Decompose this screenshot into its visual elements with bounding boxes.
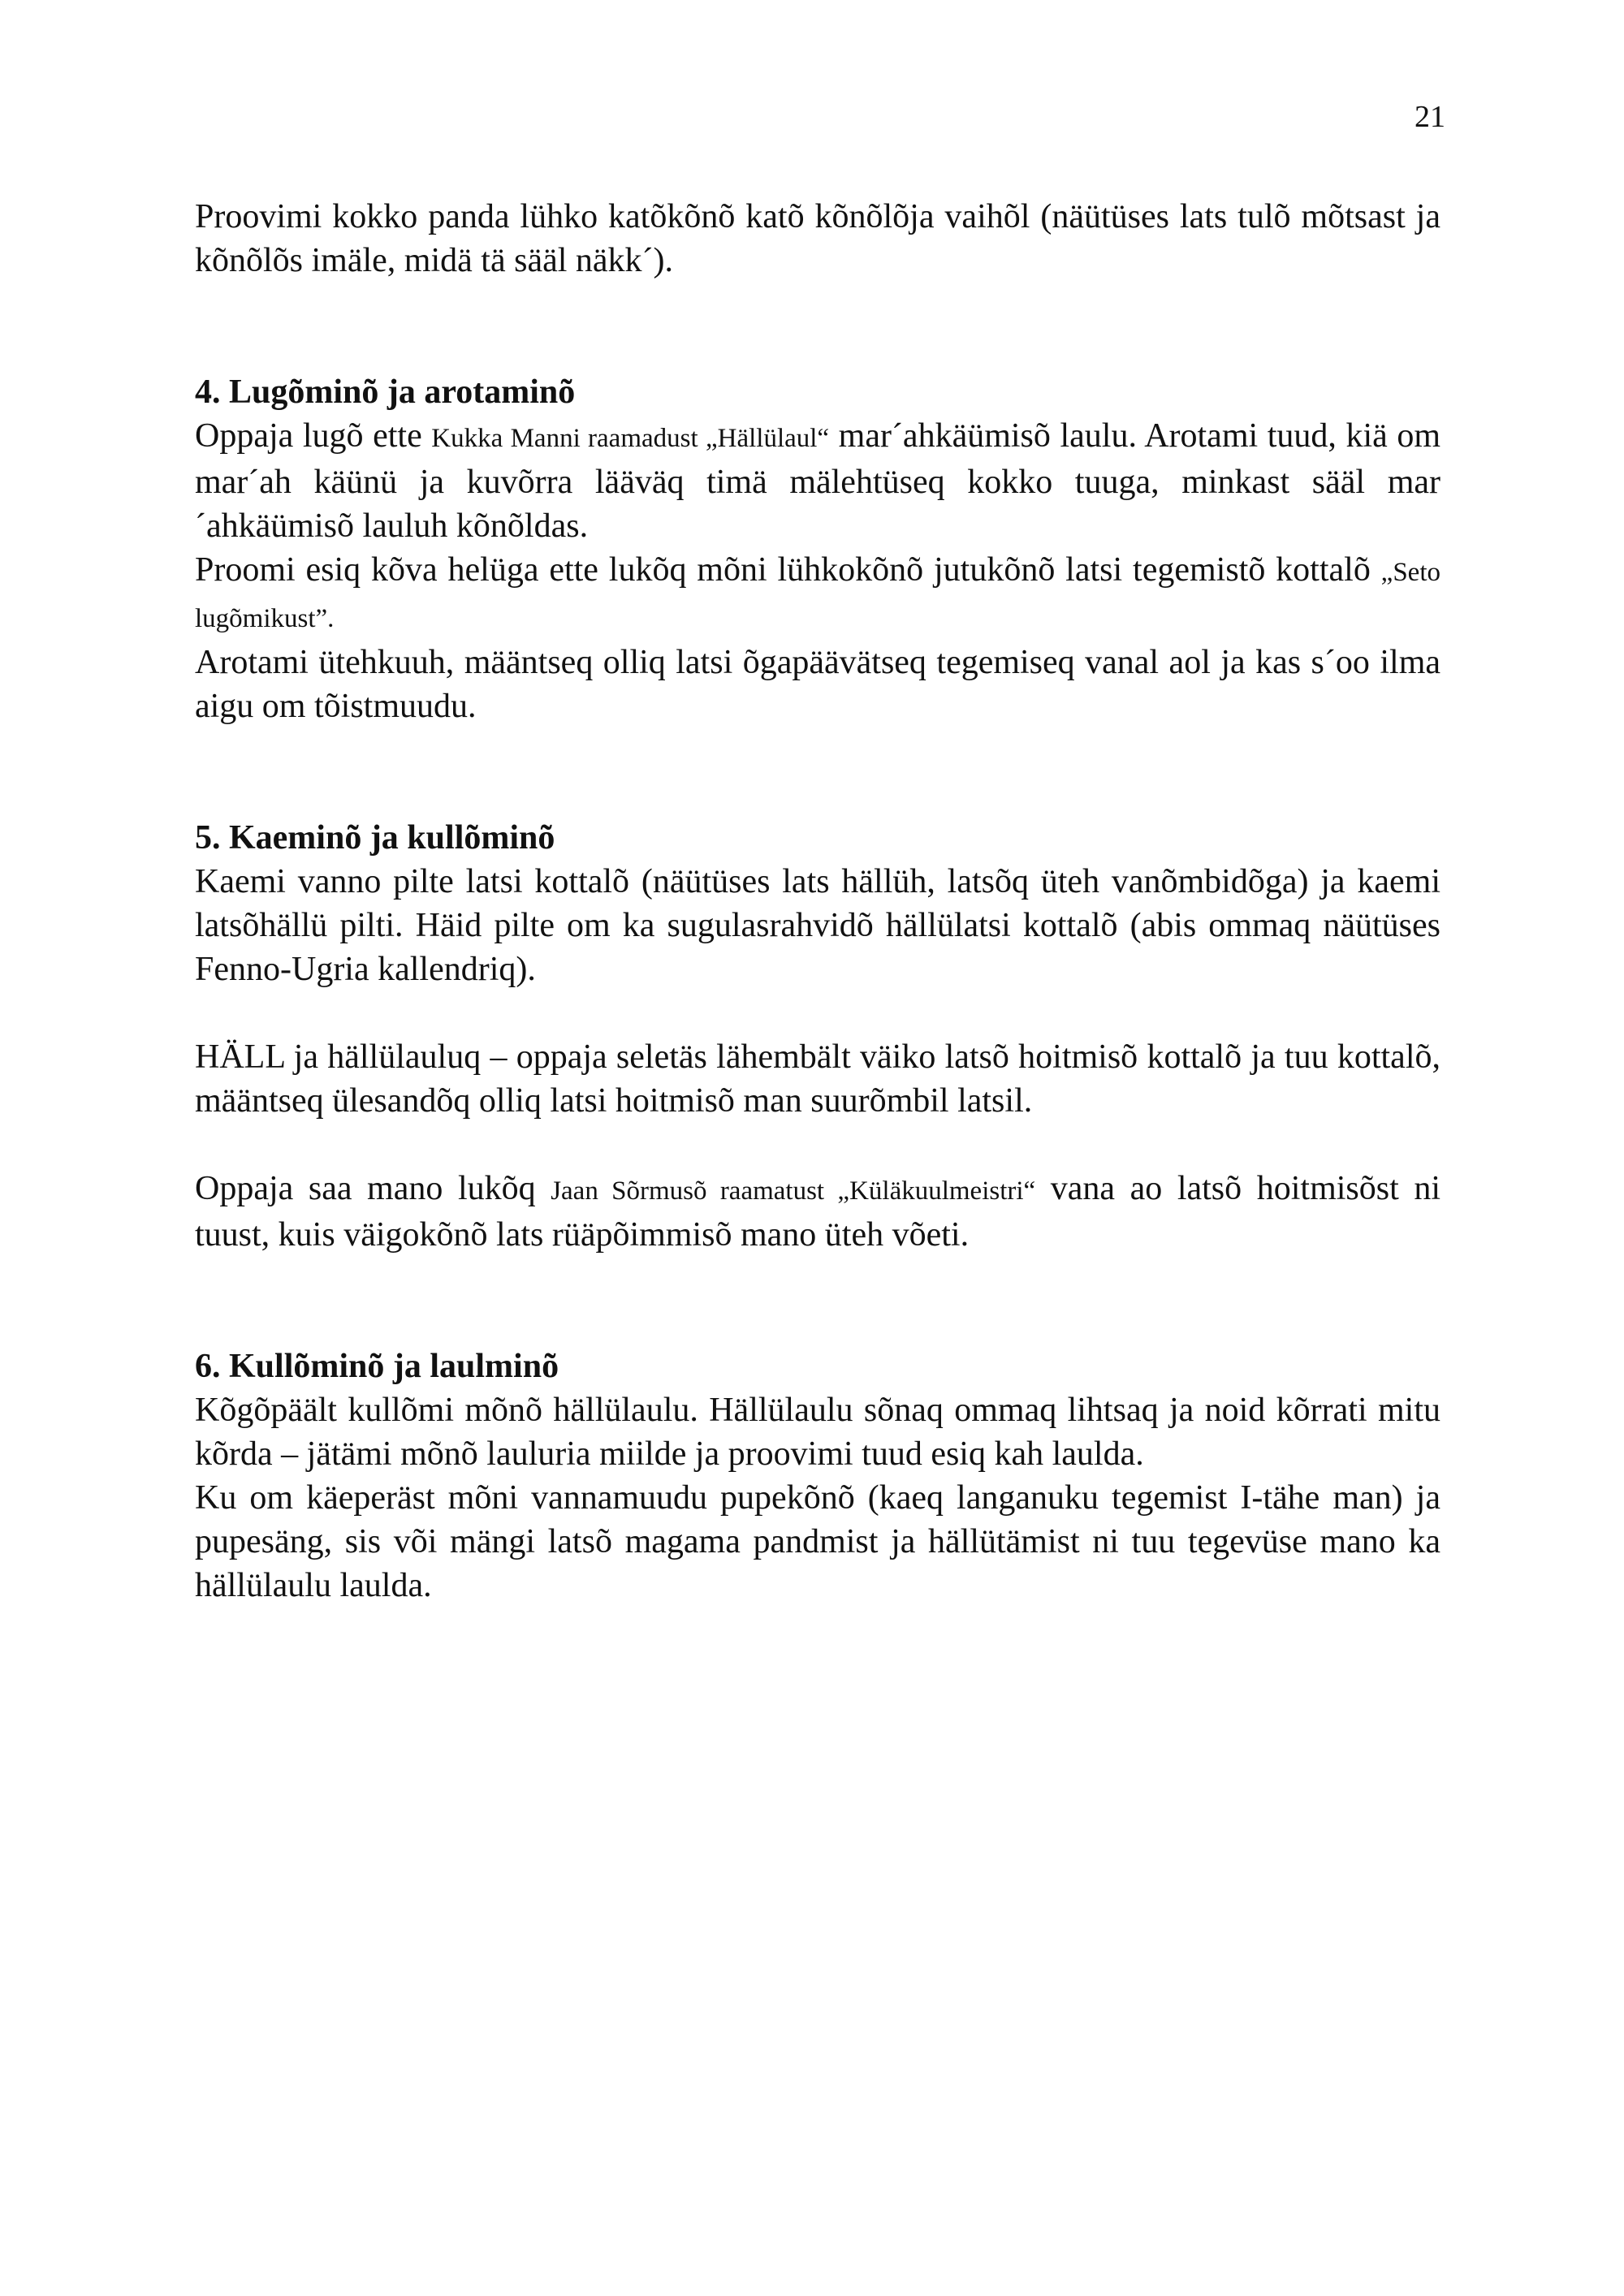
intro-paragraph: Proovimi kokko panda lühko katõkõnõ katõ kõnõlõja vaihõl (näütüses lats tulõ mõtsast ja kõnõlõs imäle, midä tä sääl näkk´). [195, 198, 1440, 279]
section-5-p3-source: Jaan Sõrmusõ raamatust „Küläkuulmeistri“ [551, 1176, 1036, 1206]
section-6-paragraph-1: Kõgõpäält kullõmi mõnõ hällülaulu. Hällülaulu sõnaq ommaq lihtsaq ja noid kõrrati mitu kõrda – jätämi mõnõ lauluria miilde ja proovimi tuud esiq kah laulda. [195, 1392, 1440, 1473]
section-4-p2-text-a: Proomi esiq kõva helüga ette lukõq mõni lühkokõnõ jutukõnõ latsi tegemistõ kottalõ [195, 551, 1381, 589]
section-4-paragraph-1 [195, 414, 1440, 548]
section-4-heading: 4. Lugõminõ ja arotaminõ [195, 373, 576, 411]
paragraph-spacer [195, 1123, 1440, 1167]
section-4 [195, 370, 1440, 728]
section-5-p3-text-a: Oppaja saa mano lukõq [195, 1170, 551, 1207]
section-4-p1-text-a: Oppaja lugõ ette [195, 417, 432, 455]
page-number: 21 [1415, 100, 1445, 134]
section-4-p1-text-b: mar´ahkäümisõ laulu. Arotami tuud, kiä om mar´ah käünü ja kuvõrra lääväq timä mälehtüseq kokko tuuga, minkast sääl mar´ahkäümisõ lauluh kõnõldas. [195, 417, 1441, 545]
paragraph-spacer [195, 991, 1440, 1035]
section-spacer [195, 728, 1440, 816]
section-5-paragraph-2: HÄLL ja hällülauluq – oppaja seletäs lähembält väiko latsõ hoitmisõ kottalõ ja tuu kottalõ, määntseq ülesandõq olliq latsi hoitmisõ man suurõmbil latsil. [195, 1038, 1440, 1120]
section-5-paragraph-3 [195, 1167, 1440, 1257]
section-5-heading: 5. Kaeminõ ja kullõminõ [195, 819, 555, 857]
section-6 [195, 1344, 1440, 1608]
section-4-paragraph-2 [195, 548, 1440, 641]
section-spacer [195, 283, 1440, 370]
section-4-p2-source: „Seto lugõmikust”. [195, 558, 1440, 633]
section-4-paragraph-3: Arotami ütehkuuh, määntseq olliq latsi õgapäävätseq tegemiseq vanal aol ja kas s´oo ilma aigu om tõistmuudu. [195, 644, 1440, 725]
section-6-paragraph-2: Ku om käeperäst mõni vannamuudu pupekõnõ (kaeq langanuku tegemist I-tähe man) ja pupesäng, sis või mängi latsõ magama pandmist ja hällütämist ni tuu tegevüse mano ka hällülaulu laulda. [195, 1479, 1440, 1604]
section-6-heading: 6. Kullõminõ ja laulminõ [195, 1348, 559, 1385]
page-content [195, 195, 1440, 1608]
section-5 [195, 816, 1440, 1257]
section-5-paragraph-1: Kaemi vanno pilte latsi kottalõ (näütüses lats hällüh, latsõq üteh vanõmbidõga) ja kaemi latsõhällü pilti. Häid pilte om ka sugulasrahvidõ hällülatsi kottalõ (abis ommaq näütüses Fenno-Ugria kallendriq). [195, 863, 1440, 988]
section-spacer [195, 1257, 1440, 1344]
section-5-p3-text-b: vana ao latsõ hoitmisõst ni tuust, kuis väigokõnõ lats rüäpõimmisõ mano üteh võeti. [195, 1170, 1441, 1254]
section-4-p1-source: Kukka Manni raamadust „Hällülaul“ [431, 424, 830, 453]
